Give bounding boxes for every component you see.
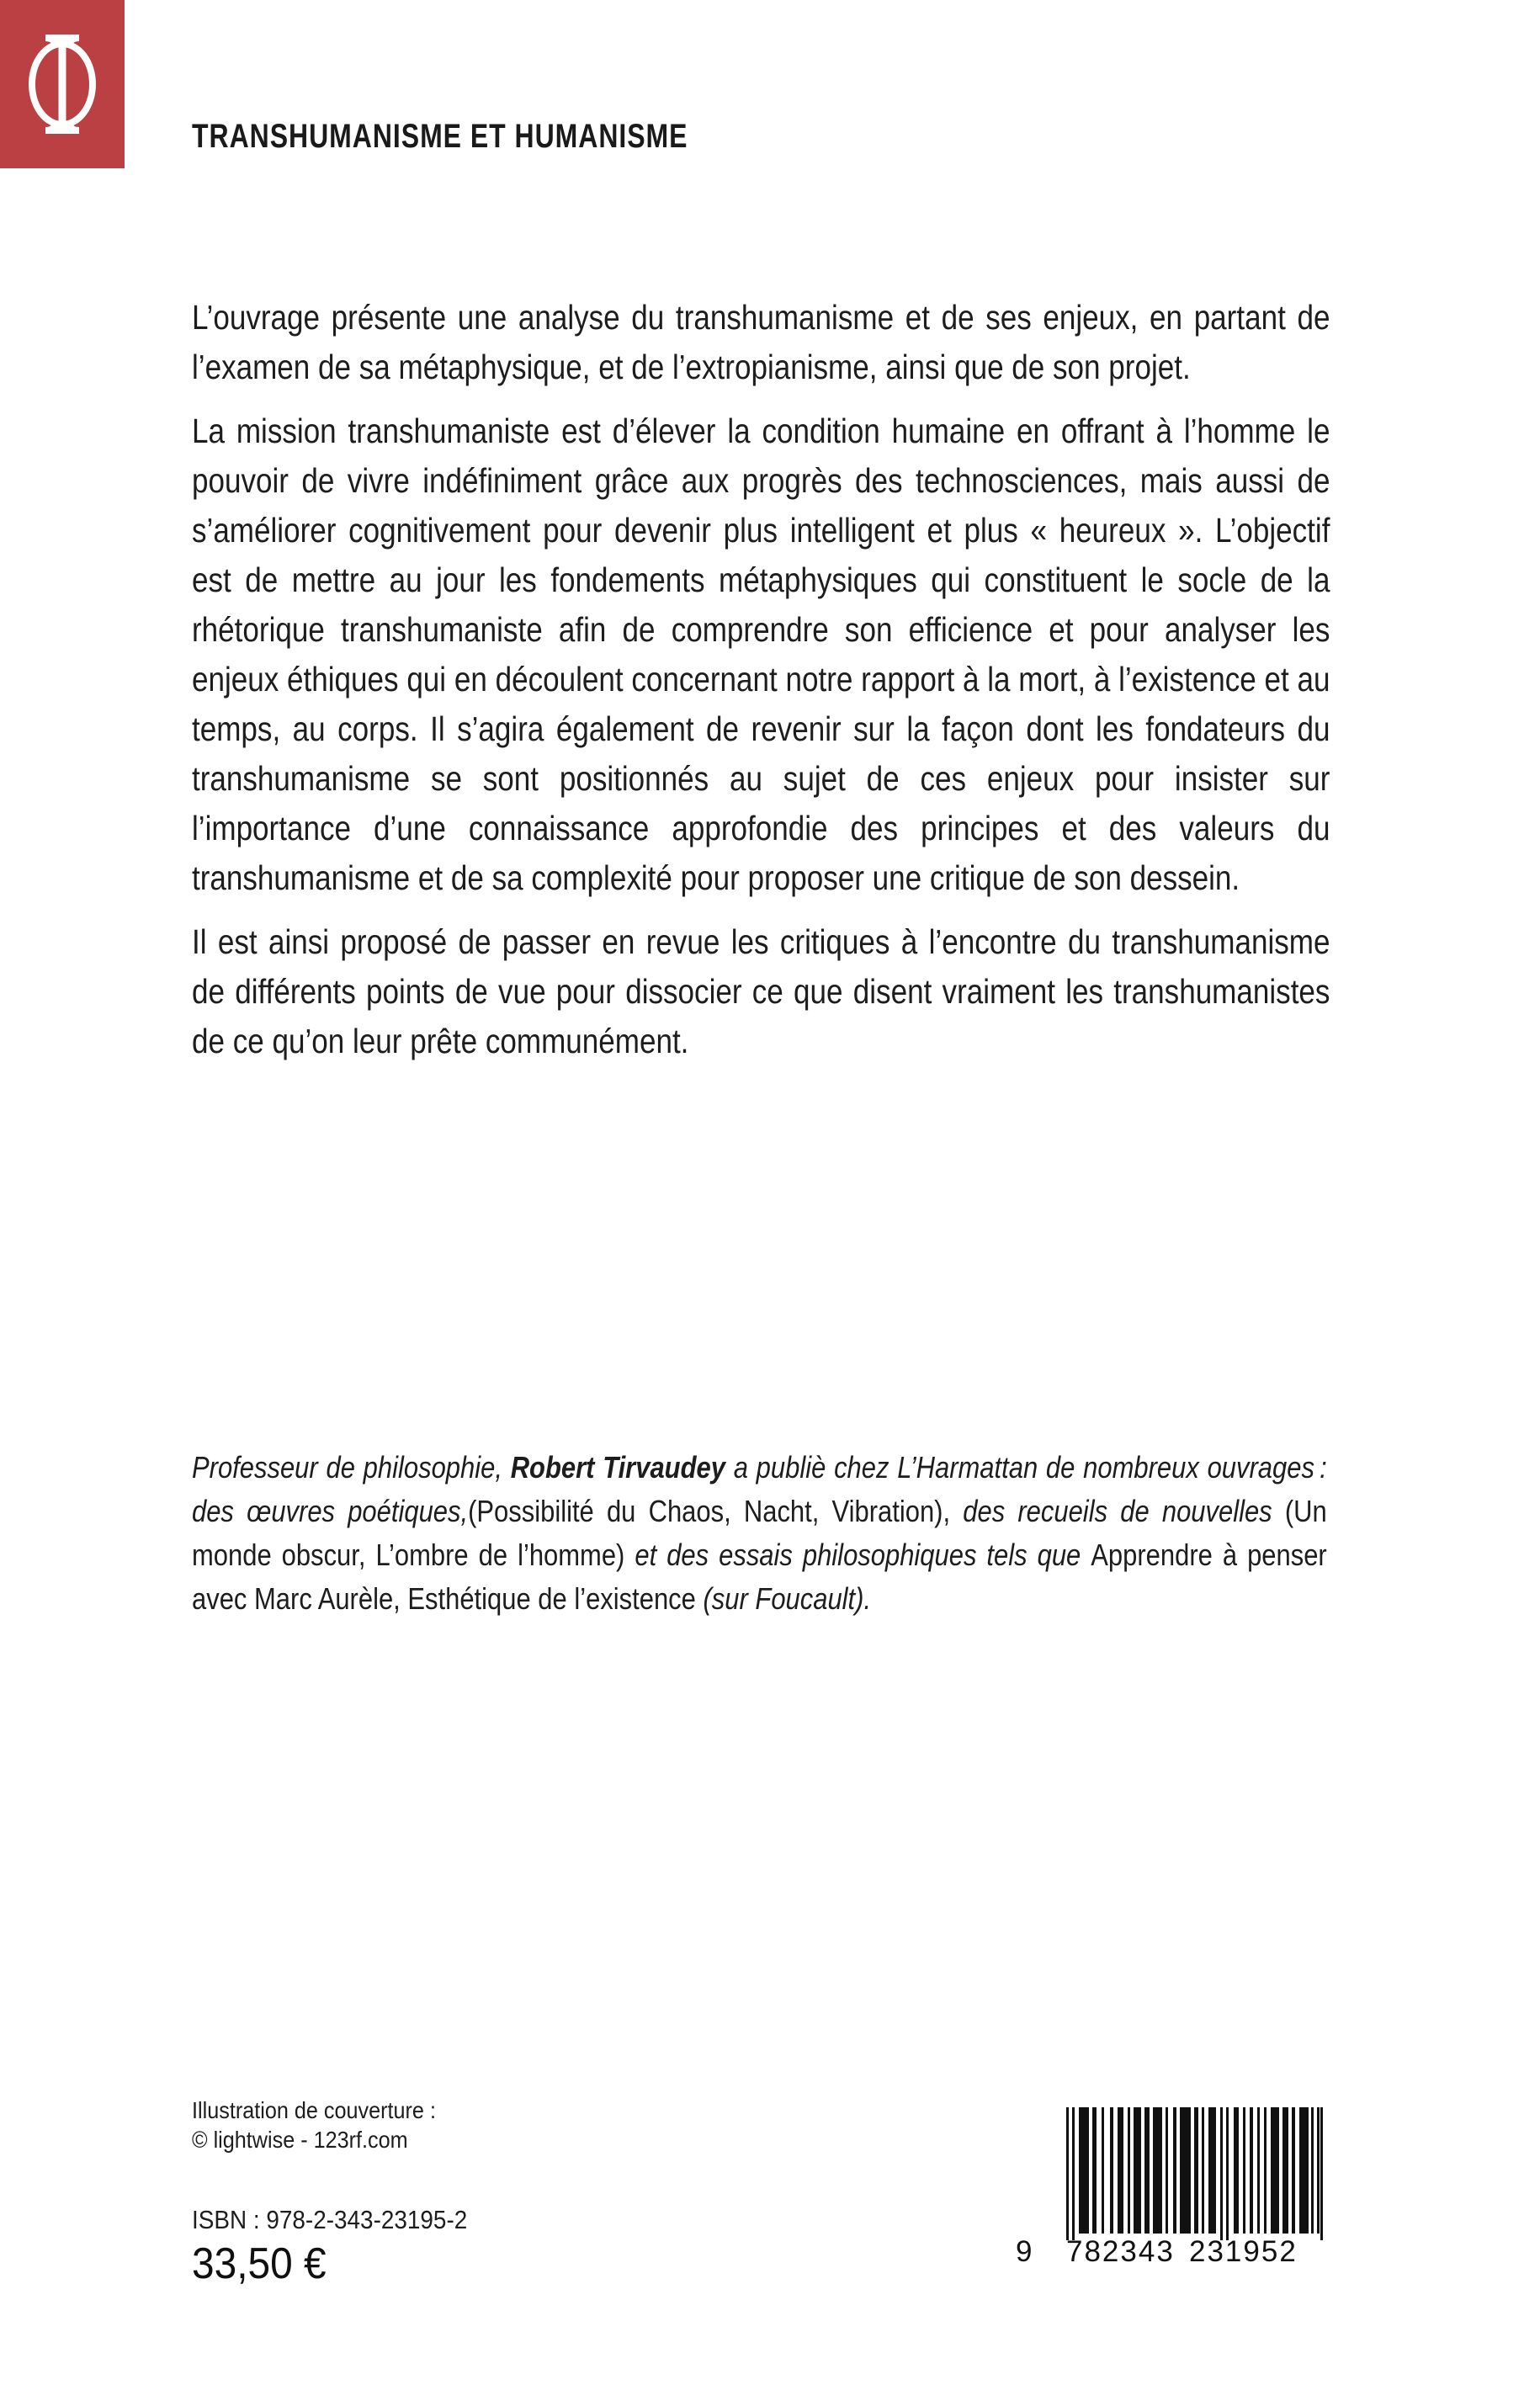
isbn-text: ISBN : 978-2-343-23195-2 (192, 2205, 468, 2234)
isbn-barcode (1014, 2107, 1325, 2276)
bio-segment-4: et des essais philosophiques tels que (624, 1538, 1091, 1572)
blurb-paragraph-2: La mission transhumaniste est d’élever la condition humaine en offrant à l’homme le pouvoir de vivre indéfiniment grâce aux progrès des technosciences, mais aussi de s’améliorer cognitivement pour devenir plus intelligent et plus « heureux ». L’objectif est de mettre au jour les fondements métaphysiques qui constituent le socle de la rhétorique transhumaniste afin de comprendre son efficience et pour analyser les enjeux éthiques qui en découlent concernant notre rapport à la mort, à l’existence et au temps, au corps. Il s’agira également de revenir sur la façon dont les fondateurs du transhumanisme se sont positionnés au sujet de ces enjeux pour insister sur l’importance d’une connaissance approfondie des principes et des valeurs du transhumanisme et de sa complexité pour proposer une critique de son dessein. (192, 412, 1330, 897)
price-text: 33,50 € (192, 2239, 327, 2288)
author-bio (192, 1446, 1330, 1621)
blurb-paragraph-3: Il est ainsi proposé de passer en revue les critiques à l’encontre du transhumanisme de différents points de vue pour dissocier ce que disent vraiment les transhumanistes de ce qu’on leur prête communément. (192, 922, 1330, 1060)
blurb-paragraph-1: L’ouvrage présente une analyse du transhumanisme et de ses enjeux, en partant de l’examen de sa métaphysique, et de l’extropianisme, ainsi que de son projet. (192, 298, 1330, 386)
cover-credit-line-2: © lightwise - 123rf.com (192, 2127, 408, 2153)
barcode-lead-digit: 9 (1016, 2235, 1034, 2268)
bio-segment-5: (sur Foucault). (703, 1581, 872, 1616)
author-name: Robert Tirvaudey (510, 1450, 725, 1485)
barcode-digits (1014, 2235, 1325, 2272)
author-bio-text (192, 1446, 1327, 1621)
barcode-left-group: 782343 (1066, 2235, 1175, 2268)
publisher-logo-block (0, 0, 125, 168)
barcode-right-group: 231952 (1189, 2235, 1298, 2268)
works-poetry: (Possibilité du Chaos, Nacht, Vibration), (468, 1494, 951, 1528)
cover-credit-line-1: Illustration de couverture : (192, 2097, 436, 2123)
works-stories: (Un monde obscur, L’ombre de l’homme) (192, 1494, 1327, 1572)
page-title: TRANSHUMANISME ET HUMANISME (192, 118, 688, 155)
cover-credit (192, 2096, 781, 2154)
bio-segment-2: a publiè chez L’Harmattan de nombreux ouvrages : des œuvres poétiques, (192, 1450, 1327, 1528)
phi-symbol-icon (0, 0, 125, 168)
bio-segment-3: des recueils de nouvelles (950, 1494, 1285, 1528)
works-essays: Apprendre à penser avec Marc Aurèle, Esthétique de l’existence (192, 1538, 1327, 1616)
bio-segment-1: Professeur de philosophie, (192, 1450, 511, 1485)
blurb-body (192, 293, 1330, 1066)
